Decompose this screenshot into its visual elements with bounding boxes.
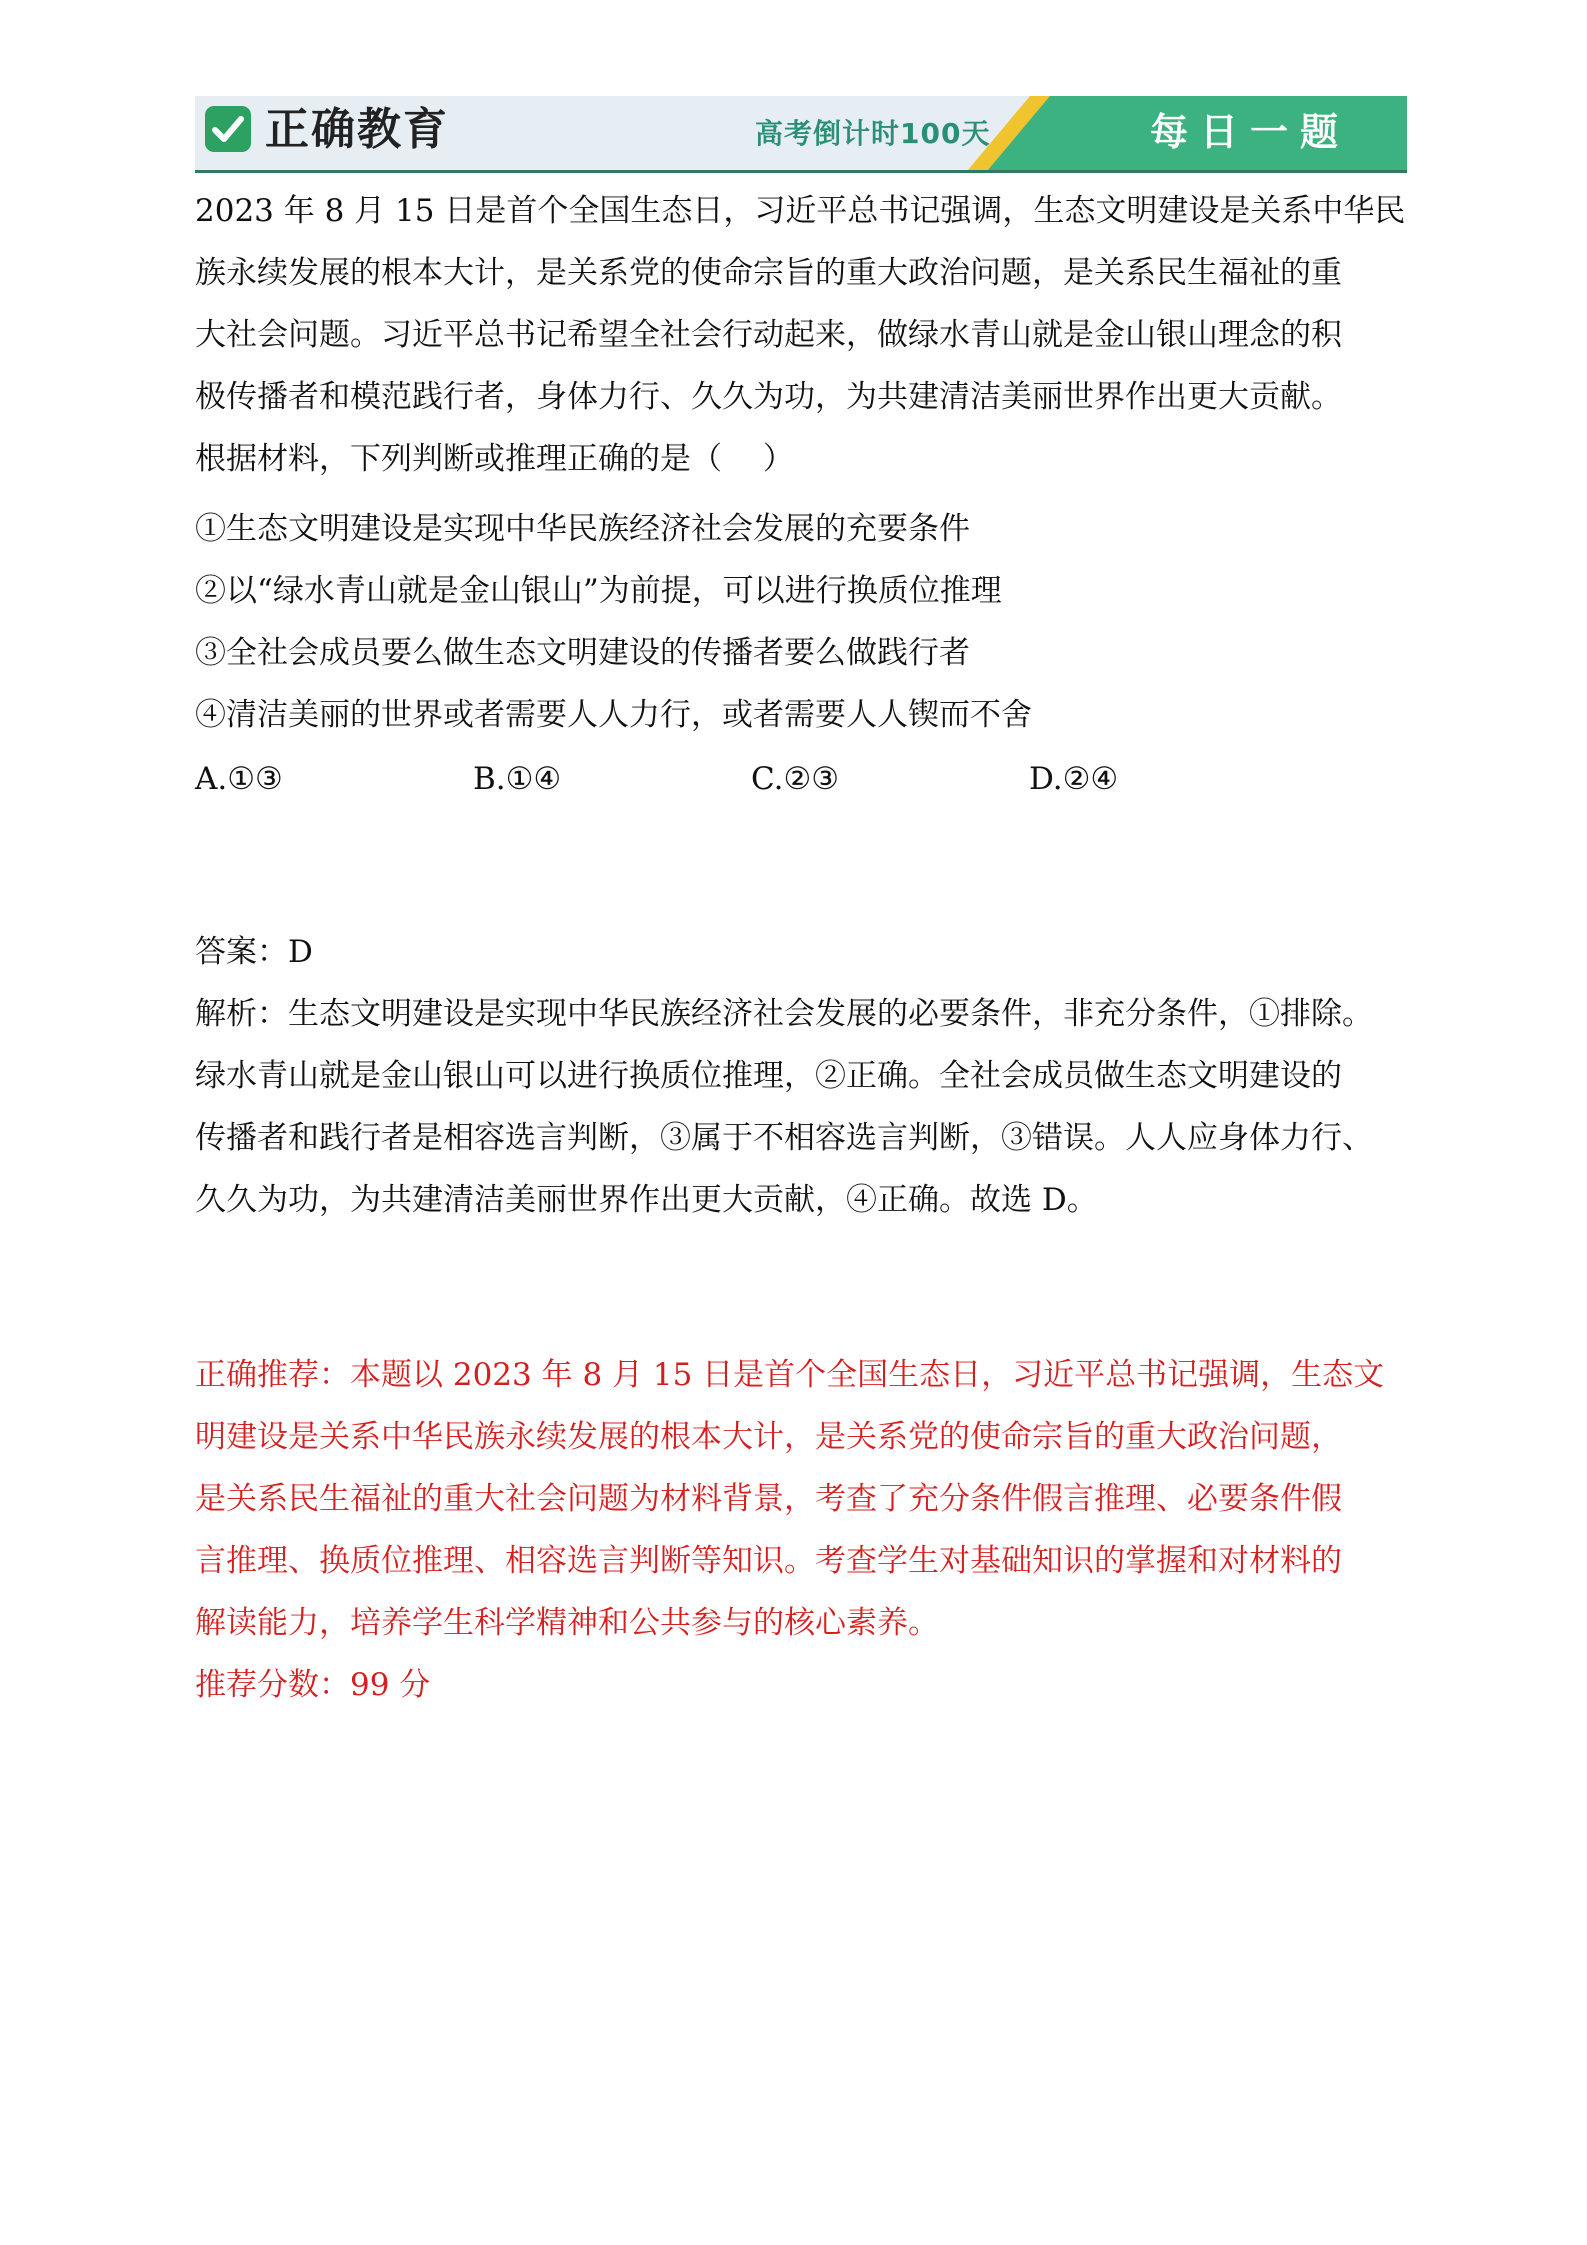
analysis-line-4: 久久为功，为共建清洁美丽世界作出更大贡献，④正确。故选 D。 (195, 1182, 1098, 1218)
banner-underline (195, 170, 1407, 173)
question-line-2: 族永续发展的根本大计，是关系党的使命宗旨的重大政治问题，是关系民生福祉的重 (195, 255, 1342, 291)
answer-options (195, 748, 1425, 810)
option-a: A.①③ (195, 761, 283, 797)
analysis-line-2: 绿水青山就是金山银山可以进行换质位推理，②正确。全社会成员做生态文明建设的 (195, 1058, 1342, 1094)
recommend-line-2: 明建设是关系中华民族永续发展的根本大计，是关系党的使命宗旨的重大政治问题， (195, 1419, 1342, 1455)
statement-4: ④清洁美丽的世界或者需要人人力行，或者需要人人锲而不舍 (195, 697, 1032, 733)
recommend-score: 推荐分数：99 分 (195, 1667, 431, 1703)
recommend-line-5: 解读能力，培养学生科学精神和公共参与的核心素养。 (195, 1605, 939, 1641)
recommend-line-1: 正确推荐：本题以 2023 年 8 月 15 日是首个全国生态日，习近平总书记强调，生态文 (195, 1357, 1385, 1393)
question-line-3: 大社会问题。习近平总书记希望全社会行动起来，做绿水青山就是金山银山理念的积 (195, 317, 1342, 353)
option-d: D.②④ (1029, 761, 1119, 797)
analysis-line-3: 传播者和践行者是相容选言判断，③属于不相容选言判断，③错误。人人应身体力行、 (195, 1120, 1373, 1156)
brand-name: 正确教育 (265, 104, 449, 155)
countdown-text: 高考倒计时100天 (755, 117, 991, 150)
statement-1: ①生态文明建设是实现中华民族经济社会发展的充要条件 (195, 511, 970, 547)
question-prompt: 根据材料，下列判断或推理正确的是（ ） (195, 441, 794, 477)
recommend-line-4: 言推理、换质位推理、相容选言判断等知识。考查学生对基础知识的掌握和对材料的 (195, 1543, 1342, 1579)
answer-label: 答案：D (195, 934, 313, 970)
question-line-4: 极传播者和模范践行者，身体力行、久久为功，为共建清洁美丽世界作出更大贡献。 (195, 379, 1342, 415)
option-b: B.①④ (473, 761, 562, 797)
header-banner (195, 96, 1407, 170)
statement-2: ②以“绿水青山就是金山银山”为前提，可以进行换质位推理 (195, 573, 1002, 609)
daily-question-tag: 每日一题 (1150, 110, 1351, 154)
option-c: C.②③ (751, 761, 840, 797)
recommend-line-3: 是关系民生福祉的重大社会问题为材料背景，考查了充分条件假言推理、必要条件假 (195, 1481, 1342, 1517)
check-logo-icon (205, 106, 251, 152)
question-line-1: 2023 年 8 月 15 日是首个全国生态日，习近平总书记强调，生态文明建设是关系中华民 (195, 193, 1406, 229)
statement-3: ③全社会成员要么做生态文明建设的传播者要么做践行者 (195, 635, 970, 671)
analysis-line-1: 解析：生态文明建设是实现中华民族经济社会发展的必要条件，非充分条件，①排除。 (195, 996, 1373, 1032)
